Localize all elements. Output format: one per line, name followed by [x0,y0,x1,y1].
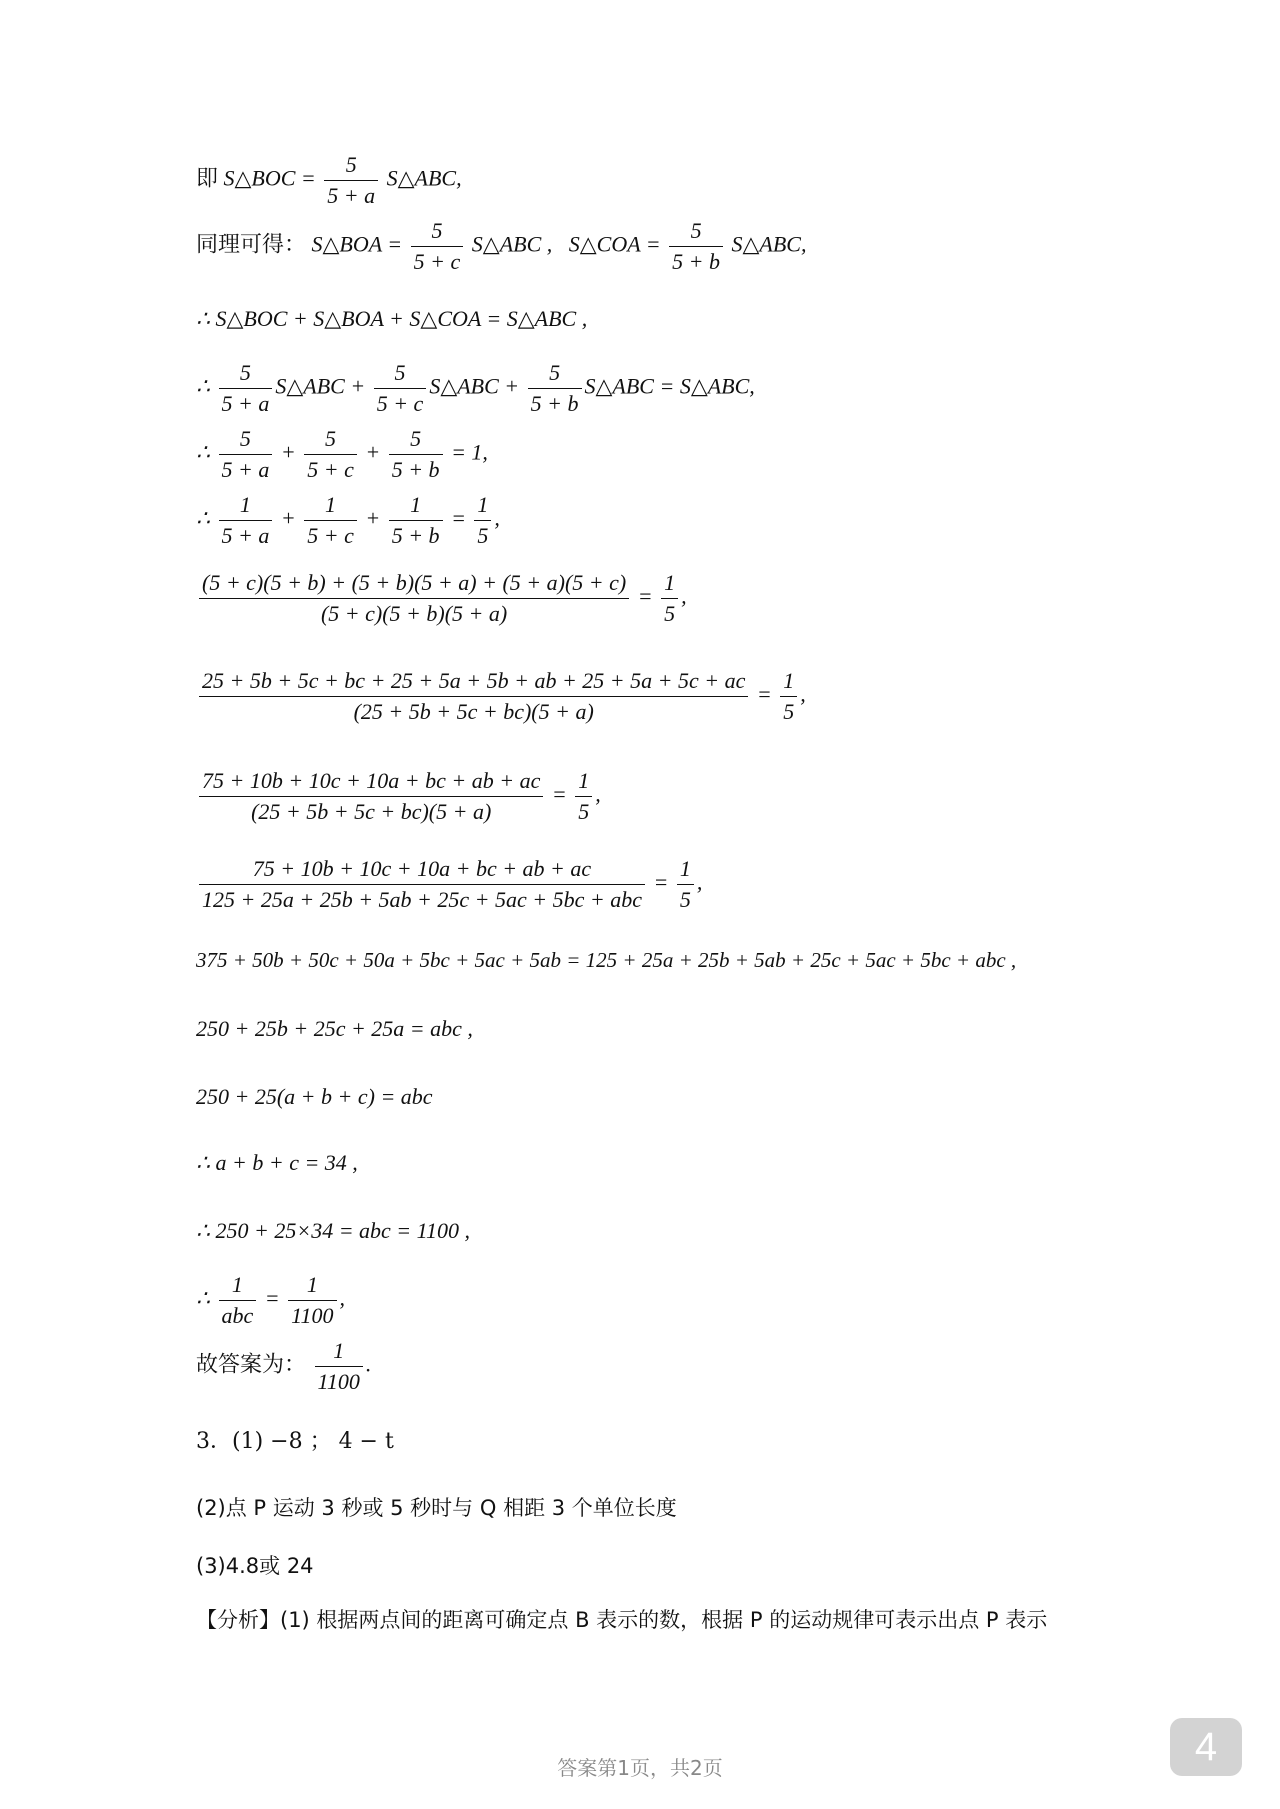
line-10: $\frac{75 + 10b + 10c + 10a + bc + ab + ac}{\text{125 + 25a + 25b + 5ab + 25c + 5ac + 5bc + abc}}$ = $\frac{1}{5}$ , [196,854,702,915]
page-footer: 答案第1页，共2页 [557,1756,723,1780]
line-5: ∴ $\frac{5}{5 + a}$ + $\frac{5}{5 + c}$ + $\frac{5}{5 + b}$ = 1, [196,426,488,482]
line-3: ∴ S△BOC + S△BOA + S△COA = S△ABC , [196,306,588,331]
line-14: ∴ a + b + c = 34 , [196,1150,358,1175]
equation-lhs: S△BOC = [223,165,316,191]
line-13: 250 + 25(a + b + c) = abc [196,1084,433,1109]
page-number-badge: 4 [1170,1718,1242,1776]
line-6: ∴ $\frac{1}{5 + a}$ + $\frac{1}{5 + c}$ + $\frac{1}{5 + b}$ = $\frac{1}{5}$ , [196,492,500,548]
line-8: $\frac{25 + 5b + 5c + bc + 25 + 5a + 5b + ab + 25 + 5a + 5c + ac}{(25 + 5b + 5c + bc)(5 + a)}$ = $\frac{1}{5}$ , [196,666,806,727]
prefix-text: 同理可得： [196,232,307,258]
line-12: 250 + 25b + 25c + 25a = abc , [196,1016,473,1041]
line-15: ∴ 250 + 25×34 = abc = 1100 , [196,1218,471,1243]
fraction: $\frac{5}{5 + b}$ [669,216,723,277]
line-19: (2)点 P 运动 3 秒或 5 秒时与 Q 相距 3 个单位长度 [196,1496,677,1520]
line-9: $\frac{75 + 10b + 10c + 10a + bc + ab + ac}{(25 + 5b + 5c + bc)(5 + a)}$ = $\frac{1}{5}$ , [196,766,601,827]
line-17: 故答案为： $\frac{1}{1100}$ . [196,1338,372,1394]
fraction: $\frac{5}{5 + a}$ [324,150,378,211]
line-7: $\frac{(5 + c)(5 + b) + (5 + b)(5 + a) + (5 + a)(5 + c)}{(5 + c)(5 + b)(5 + a)}$ = $\frac{1}{5}$ , [196,568,687,629]
line-2: 同理可得： S△BOA = $\frac{5}{5 + c}$ S△ABC , S△COA = $\frac{5}{5 + b}$ S△ABC, [196,216,806,277]
fraction: $\frac{5}{5 + c}$ [411,216,464,277]
equation-rhs: S△ABC [386,165,457,191]
line-18: 3．(1) −8 ； 4 − t [196,1429,394,1454]
line-1: 即 S△BOC = $\frac{5}{5 + a}$ S△ABC, [196,150,462,211]
line-20: (3)4.8或 24 [196,1554,314,1578]
line-4: ∴ $\frac{5}{5 + a}$ S△ABC + $\frac{5}{5 + c}$ S△ABC + $\frac{5}{5 + b}$ S△ABC = S△ABC, [196,360,755,416]
line-21: 【分析】(1) 根据两点间的距离可确定点 B 表示的数，根据 P 的运动规律可表示出点 P 表示 [196,1608,1048,1632]
prefix-text: 即 [196,166,219,192]
line-16: ∴ $\frac{1}{\text{abc}}$ = $\frac{1}{1100}$ , [196,1272,345,1328]
line-11: 375 + 50b + 50c + 50a + 5bc + 5ac + 5ab = 125 + 25a + 25b + 5ab + 25c + 5ac + 5bc + abc , [196,948,1017,972]
